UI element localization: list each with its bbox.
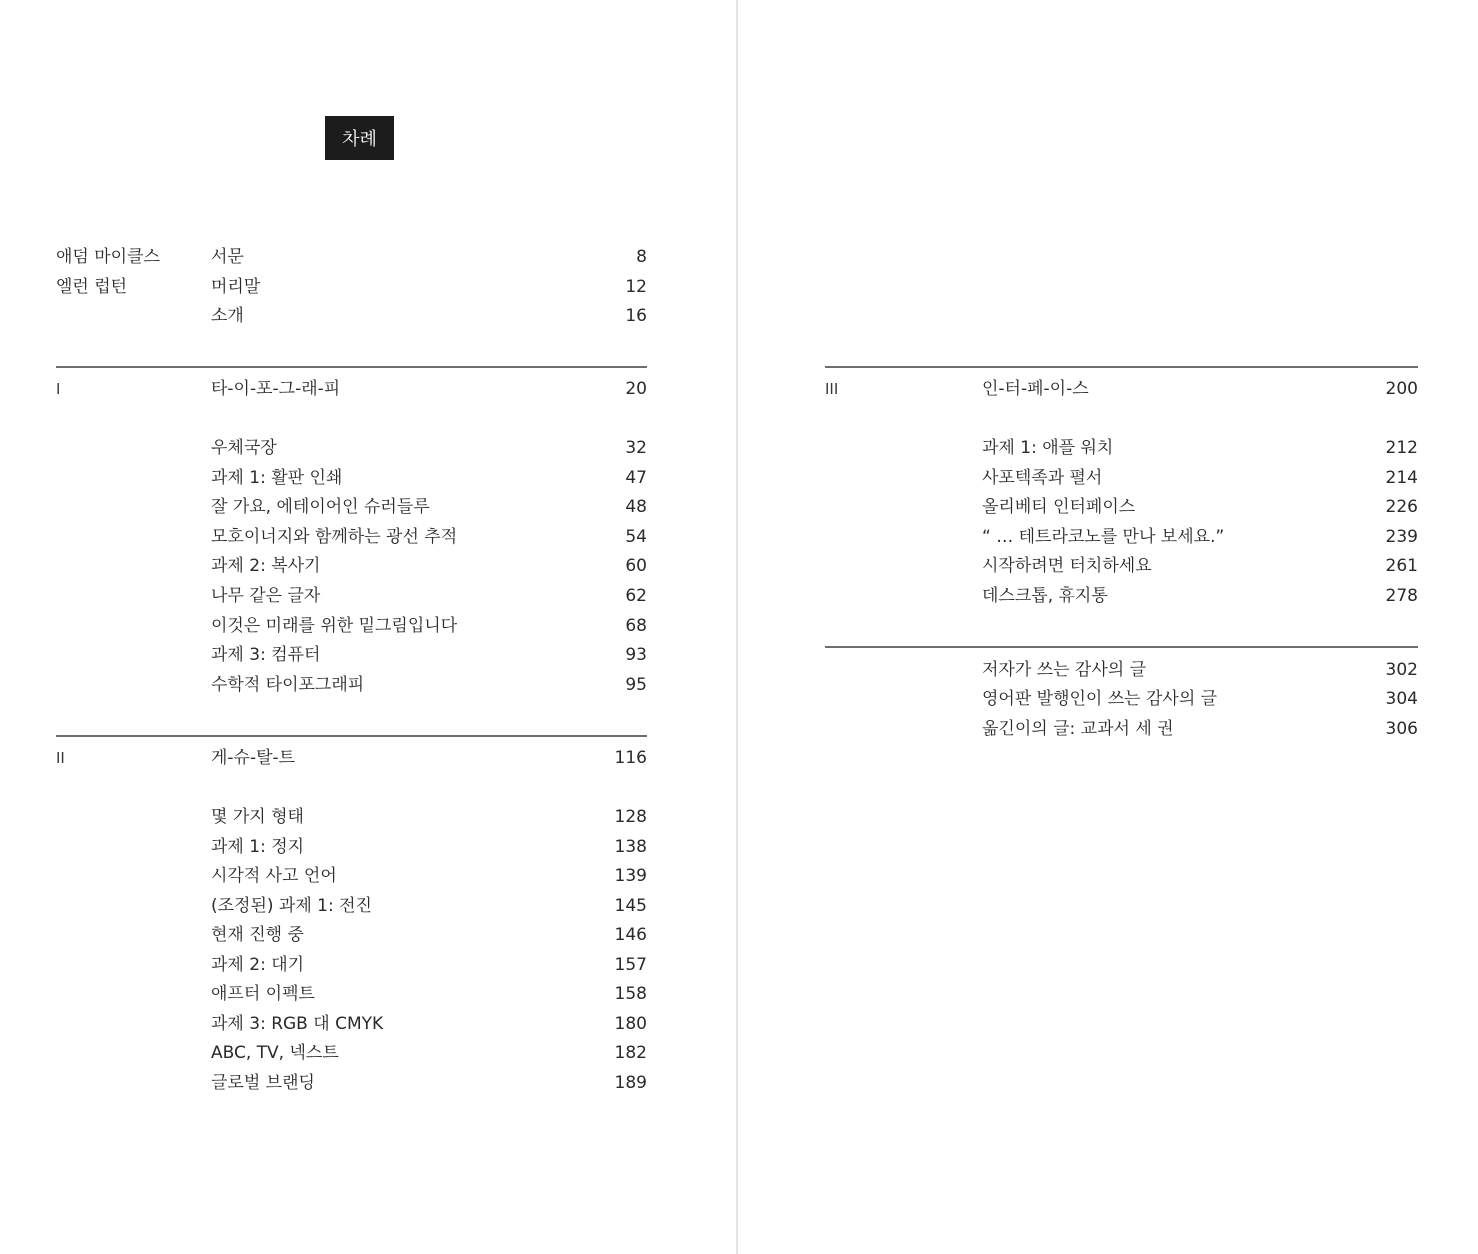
toc-entry-page: 8 xyxy=(636,247,647,267)
toc-entry-page: 278 xyxy=(1385,586,1418,606)
toc-entry-page: 306 xyxy=(1385,719,1418,739)
toc-entry-title[interactable]: (조정된) 과제 1: 전진 xyxy=(211,896,372,916)
toc-entry-title[interactable]: 과제 2: 복사기 xyxy=(211,556,321,576)
toc-entry-page: 47 xyxy=(625,468,647,488)
toc-entry-page: 182 xyxy=(614,1043,647,1063)
toc-entry-page: 157 xyxy=(614,955,647,975)
toc-entry-title[interactable]: 시작하려면 터치하세요 xyxy=(982,556,1152,576)
toc-entry-title[interactable]: 몇 가지 형태 xyxy=(211,807,304,827)
toc-entry-title[interactable]: 이것은 미래를 위한 밑그림입니다 xyxy=(211,616,458,636)
front-author-1: 애덤 마이클스 xyxy=(56,247,160,267)
section-title[interactable]: 타-이-포-그-래-피 xyxy=(211,379,341,399)
toc-entry-title[interactable]: 머리말 xyxy=(211,277,261,297)
toc-entry-title[interactable]: 옮긴이의 글: 교과서 세 권 xyxy=(982,719,1174,739)
section-page: 200 xyxy=(1385,379,1418,399)
front-author-2: 엘런 럽턴 xyxy=(56,277,128,297)
section-title[interactable]: 게-슈-탈-트 xyxy=(211,748,296,768)
toc-entry-page: 138 xyxy=(614,837,647,857)
toc-entry-title[interactable]: 소개 xyxy=(211,306,244,326)
section-title[interactable]: 인-터-페-이-스 xyxy=(982,379,1089,399)
toc-entry-title[interactable]: 사포텍족과 펼서 xyxy=(982,468,1103,488)
toc-entry-page: 239 xyxy=(1385,527,1418,547)
toc-entry-page: 60 xyxy=(625,556,647,576)
toc-entry-title[interactable]: ABC, TV, 넥스트 xyxy=(211,1043,339,1063)
toc-entry-title[interactable]: 글로벌 브랜딩 xyxy=(211,1073,315,1093)
section-rule xyxy=(56,366,647,368)
toc-entry-page: 261 xyxy=(1385,556,1418,576)
toc-entry-page: 68 xyxy=(625,616,647,636)
toc-entry-page: 139 xyxy=(614,866,647,886)
toc-entry-title[interactable]: 시각적 사고 언어 xyxy=(211,866,337,886)
toc-entry-title[interactable]: 과제 1: 정지 xyxy=(211,837,305,857)
toc-entry-page: 214 xyxy=(1385,468,1418,488)
toc-entry-title[interactable]: 애프터 이펙트 xyxy=(211,984,315,1004)
toc-entry-title[interactable]: 우체국장 xyxy=(211,438,277,458)
toc-heading xyxy=(325,116,394,160)
section-page: 20 xyxy=(625,379,647,399)
toc-entry-title[interactable]: 나무 같은 글자 xyxy=(211,586,321,606)
page-spine-divider xyxy=(736,0,738,1254)
toc-entry-title[interactable]: 과제 1: 애플 워치 xyxy=(982,438,1114,458)
toc-entry-page: 180 xyxy=(614,1014,647,1034)
toc-entry-page: 226 xyxy=(1385,497,1418,517)
toc-entry-page: 304 xyxy=(1385,689,1418,709)
section-page: 116 xyxy=(614,748,647,768)
toc-entry-title[interactable]: 과제 1: 활판 인쇄 xyxy=(211,468,343,488)
toc-entry-title[interactable]: 데스크톱, 휴지통 xyxy=(982,586,1108,606)
section-rule xyxy=(56,735,647,737)
section-numeral: III xyxy=(825,380,839,398)
toc-entry-page: 12 xyxy=(625,277,647,297)
toc-heading-label: 차례 xyxy=(342,129,377,150)
toc-entry-page: 32 xyxy=(625,438,647,458)
toc-entry-title[interactable]: 과제 3: RGB 대 CMYK xyxy=(211,1014,384,1034)
toc-entry-page: 128 xyxy=(614,807,647,827)
toc-entry-title[interactable]: 영어판 발행인이 쓰는 감사의 글 xyxy=(982,689,1218,709)
toc-entry-page: 48 xyxy=(625,497,647,517)
toc-entry-page: 62 xyxy=(625,586,647,606)
section-numeral: I xyxy=(56,380,61,398)
toc-entry-title[interactable]: 잘 가요, 에테이어인 슈러들루 xyxy=(211,497,430,517)
toc-entry-page: 212 xyxy=(1385,438,1418,458)
toc-entry-title[interactable]: 과제 2: 대기 xyxy=(211,955,305,975)
toc-entry-page: 16 xyxy=(625,306,647,326)
toc-entry-title[interactable]: 모호이너지와 함께하는 광선 추적 xyxy=(211,527,458,547)
toc-entry-page: 93 xyxy=(625,645,647,665)
toc-entry-page: 54 xyxy=(625,527,647,547)
toc-entry-title[interactable]: 저자가 쓰는 감사의 글 xyxy=(982,660,1147,680)
toc-entry-page: 145 xyxy=(614,896,647,916)
toc-entry-title[interactable]: “ … 테트라코노를 만나 보세요.” xyxy=(982,527,1225,547)
toc-entry-title[interactable]: 과제 3: 컴퓨터 xyxy=(211,645,321,665)
toc-entry-title[interactable]: 올리베티 인터페이스 xyxy=(982,497,1136,517)
toc-entry-page: 146 xyxy=(614,925,647,945)
toc-entry-title[interactable]: 서문 xyxy=(211,247,244,267)
toc-entry-page: 95 xyxy=(625,675,647,695)
toc-entry-page: 189 xyxy=(614,1073,647,1093)
toc-entry-title[interactable]: 현재 진행 중 xyxy=(211,925,304,945)
section-rule xyxy=(825,646,1418,648)
toc-entry-page: 158 xyxy=(614,984,647,1004)
section-numeral: II xyxy=(56,749,65,767)
toc-entry-page: 302 xyxy=(1385,660,1418,680)
section-rule xyxy=(825,366,1418,368)
toc-entry-title[interactable]: 수학적 타이포그래피 xyxy=(211,675,365,695)
